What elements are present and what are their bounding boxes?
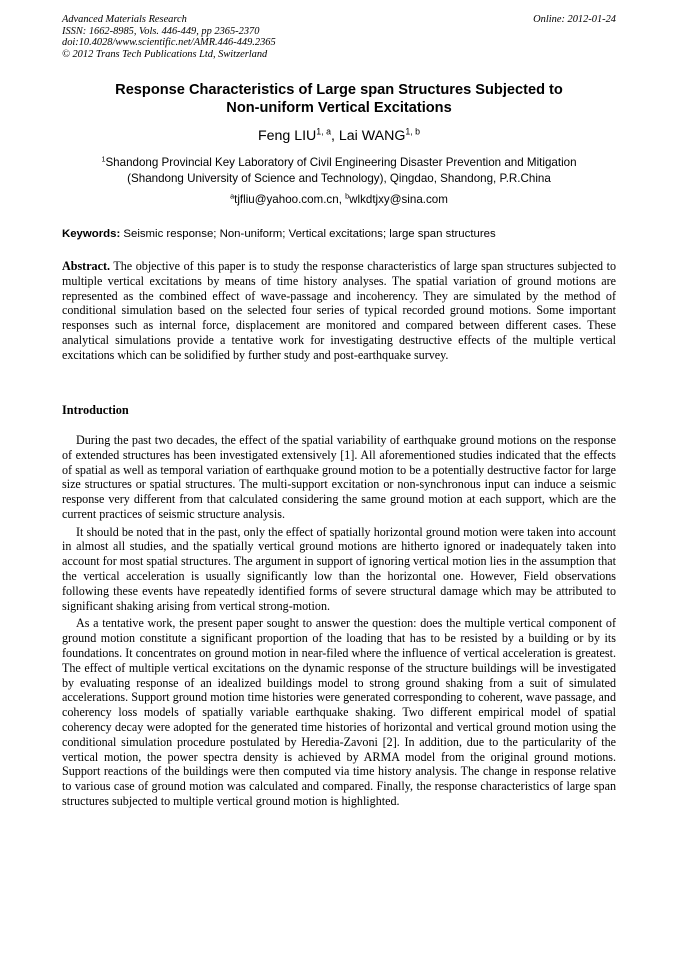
title-line-1: Response Characteristics of Large span Structures Subjected to: [115, 82, 563, 98]
intro-paragraph-1: During the past two decades, the effect of the spatial variability of earthquake ground motions on the response of extended structures has been investigated extensively [1]. All aforementioned studies indicated that the effects of spatial as well as temporal variation of earthquake ground motion to be a potentially destructive factor for large size structures or spatial structures. The multi-support excitation or non-synchronous input can induce a seismic response very different from that calculated considering the same ground motion at each support, which are the current practices of seismic structure analysis.: [62, 433, 616, 522]
affiliation-superscript: 1: [101, 154, 106, 164]
author-1-name: Feng LIU: [257, 128, 317, 144]
abstract: [62, 259, 616, 363]
author-1-superscript: 1, a: [316, 126, 331, 137]
keywords-text: Seismic response; Non-uniform; Vertical excitations; large span structures: [120, 228, 496, 240]
intro-paragraph-3: As a tentative work, the present paper sought to answer the question: does the multiple vertical component of ground motion constitute a significant proportion of the loading that has to be resisted by a building or by its foundations. It concentrates on ground motion in near-filed where the influence of vertical acceleration is greatest. The effect of multiple vertical excitations on the dynamic response of the structure buildings will be investigated by evaluating response of an idealized buildings model to strong ground shaking from a suit of simulated accelerations. Support ground motion time histories were generated corresponding to coherent, wave passage, and coherency loss models of spatially variable earthquake shaking. Two different empirical model of spatial coherency decay were adopted for the generated time histories of horizontal and vertical ground motion using the conditional simulation procedure postulated by Heredia-Zavoni [2]. In addition, due to the particularity of the vertical motion, the power spectra density is achieved by ARMA model from the original ground motions. Support reactions of the buildings were then computed via time history analysis. The change in response relative to various case of ground motion was calculated and compared. Finally, the response characteristics of large span structures subjected to multiple vertical ground motion is highlighted.: [62, 616, 616, 809]
abstract-text: The objective of this paper is to study the response characteristics of large span structures subjected to multiple vertical excitations by means of time history analyses. The spatial variation of ground motions are represented as the combined effect of wave-passage and incoherency. They are simulated by the method of conditional simulation based on the selected four series of typical recorded ground motions. Some important responses such as internal force, displacement are monitored and compared between different cases. These analytical simulations provide a tentative work for investigating destructive effects of the multiple vertical excitations which can be solidified by further study and post-earthquake survey.: [62, 259, 616, 362]
paper-title: [62, 81, 616, 117]
email-b-superscript: b: [345, 191, 350, 201]
issn-line: ISSN: 1662-8985, Vols. 446-449, pp 2365-2370: [62, 25, 260, 37]
author-2-superscript: 1, b: [405, 126, 421, 137]
email-a-superscript: a: [230, 191, 235, 201]
online-date: Online: 2012-01-24: [533, 14, 616, 25]
author-separator: ,: [330, 128, 339, 144]
email-separator: ,: [338, 193, 346, 206]
doi-line: doi:10.4028/www.scientific.net/AMR.446-449.2365: [62, 37, 276, 49]
author-emails: [62, 192, 616, 207]
abstract-label: Abstract.: [62, 259, 111, 273]
author-list: [62, 127, 616, 145]
affiliation-line-2: (Shandong University of Science and Technology), Qingdao, Shandong, P.R.China: [127, 171, 551, 185]
title-line-2: Non-uniform Vertical Excitations: [226, 100, 452, 116]
journal-header: [62, 14, 616, 60]
affiliation-line-1: [62, 155, 616, 171]
email-a: tjfliu@yahoo.com.cn: [234, 193, 339, 206]
affiliation-text-1: Shandong Provincial Key Laboratory of Civil Engineering Disaster Prevention and Mitigation: [105, 156, 577, 169]
copyright-line: © 2012 Trans Tech Publications Ltd, Switzerland: [62, 48, 268, 60]
journal-name: Advanced Materials Research: [62, 14, 187, 25]
introduction-body: [62, 433, 616, 812]
section-heading-introduction: Introduction: [62, 403, 129, 417]
intro-paragraph-2: It should be noted that in the past, only the effect of spatially horizontal ground motion were taken into account in almost all studies, and the spatially vertical ground motions are hitherto ignored or inadequately taken into account for most spatial structures. The argument in support of ignoring vertical motion lies in the assumption that the vertical acceleration is usually significantly low than the horizontal one. However, Field observations following these events have repeatedly identified forms of severe structural damage which may be attributed to significant shaking arising from vertical strong-motion.: [62, 524, 616, 613]
abstract-paragraph: [62, 259, 616, 363]
keywords-label: Keywords:: [62, 228, 121, 240]
author-2-name: Lai WANG: [338, 128, 406, 144]
affiliation: [62, 155, 616, 186]
keywords: [62, 227, 616, 242]
email-b: wlkdtjxy@sina.com: [349, 193, 448, 206]
